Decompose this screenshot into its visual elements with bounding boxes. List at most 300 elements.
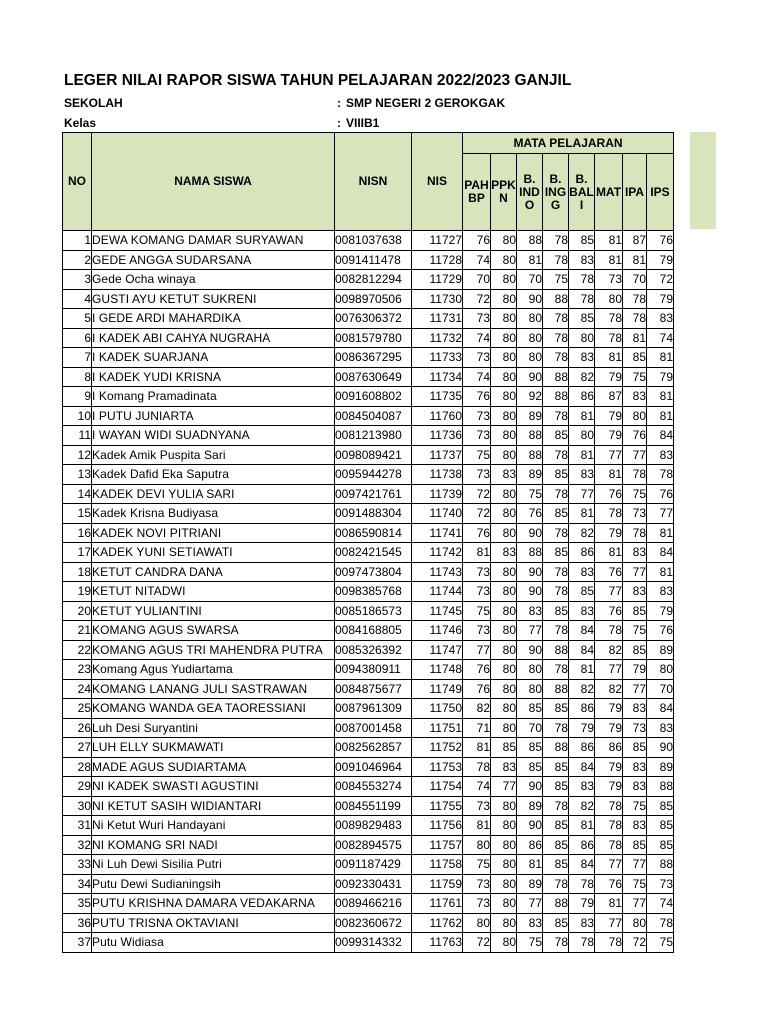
- col-header-mat: [595, 154, 623, 231]
- cell-score-ips: 85: [647, 796, 674, 816]
- cell-score-b-bali: 82: [569, 523, 595, 543]
- cell-score-b-indo: 89: [517, 406, 543, 426]
- cell-score-b-indo: 92: [517, 387, 543, 407]
- cell-score-b-ingg: 85: [543, 699, 569, 719]
- cell-score-b-indo: 90: [517, 816, 543, 836]
- cell-score-ppkn: 80: [491, 289, 517, 309]
- cell-score-b-indo: 90: [517, 562, 543, 582]
- cell-score-b-ingg: 85: [543, 465, 569, 485]
- cell-score-b-ingg: 78: [543, 309, 569, 329]
- cell-score-ipa: 75: [623, 621, 647, 641]
- cell-score-b-ingg: 75: [543, 270, 569, 290]
- cell-no: 3: [63, 270, 92, 290]
- cell-score-b-bali: 81: [569, 660, 595, 680]
- cell-score-b-indo: 70: [517, 270, 543, 290]
- cell-score-mat: 81: [595, 348, 623, 368]
- cell-nis: 11741: [412, 523, 463, 543]
- header-row-top: [63, 133, 674, 154]
- cell-score-ppkn: 83: [491, 757, 517, 777]
- cell-nisn: 0089829483: [335, 816, 412, 836]
- table-row: [63, 738, 674, 758]
- cell-score-ips: 85: [647, 816, 674, 836]
- cell-nama: I KADEK ABI CAHYA NUGRAHA: [92, 328, 335, 348]
- cell-nama: PUTU KRISHNA DAMARA VEDAKARNA: [92, 894, 335, 914]
- cell-score-ipa: 77: [623, 679, 647, 699]
- cell-score-ppkn: 80: [491, 679, 517, 699]
- subject-header-line: ING: [544, 184, 567, 199]
- cell-score-ppkn: 80: [491, 484, 517, 504]
- cell-no: 24: [63, 679, 92, 699]
- cell-nisn: 0081213980: [335, 426, 412, 446]
- school-separator: :: [337, 96, 341, 110]
- cell-score-ppkn: 80: [491, 426, 517, 446]
- cell-nis: 11750: [412, 699, 463, 719]
- cell-score-b-bali: 84: [569, 757, 595, 777]
- cell-nama: Gede Ocha winaya: [92, 270, 335, 290]
- cell-score-ipa: 77: [623, 894, 647, 914]
- cell-score-b-bali: 83: [569, 250, 595, 270]
- cell-score-b-indo: 75: [517, 484, 543, 504]
- cell-no: 15: [63, 504, 92, 524]
- table-row: [63, 816, 674, 836]
- cell-score-b-ingg: 88: [543, 679, 569, 699]
- cell-score-ipa: 78: [623, 309, 647, 329]
- cell-score-b-indo: 77: [517, 894, 543, 914]
- cell-score-b-ingg: 85: [543, 816, 569, 836]
- cell-nisn: 0091608802: [335, 387, 412, 407]
- cell-score-ppkn: 80: [491, 816, 517, 836]
- cell-score-ips: 81: [647, 387, 674, 407]
- cell-score-mat: 87: [595, 387, 623, 407]
- table-row: [63, 640, 674, 660]
- cell-no: 25: [63, 699, 92, 719]
- cell-nisn: 0082562857: [335, 738, 412, 758]
- cell-score-b-ingg: 78: [543, 660, 569, 680]
- cell-score-mat: 76: [595, 484, 623, 504]
- cell-nisn: 0091411478: [335, 250, 412, 270]
- cell-score-b-ingg: 88: [543, 289, 569, 309]
- cell-no: 33: [63, 855, 92, 875]
- cell-score-pah-bp: 81: [463, 738, 491, 758]
- grades-body: [63, 231, 674, 953]
- cell-score-ppkn: 80: [491, 913, 517, 933]
- cell-score-b-bali: 80: [569, 426, 595, 446]
- cell-score-ips: 89: [647, 757, 674, 777]
- cell-score-ppkn: 80: [491, 387, 517, 407]
- cell-score-ipa: 85: [623, 601, 647, 621]
- subject-header-line: BP: [468, 191, 485, 205]
- cell-score-ipa: 73: [623, 504, 647, 524]
- cell-nisn: 0097421761: [335, 484, 412, 504]
- cell-score-mat: 86: [595, 738, 623, 758]
- cell-nisn: 0082360672: [335, 913, 412, 933]
- cell-score-mat: 78: [595, 309, 623, 329]
- cell-nis: 11738: [412, 465, 463, 485]
- cell-score-ipa: 70: [623, 270, 647, 290]
- cell-score-b-bali: 86: [569, 543, 595, 563]
- cell-nis: 11742: [412, 543, 463, 563]
- col-header-nis: NIS: [412, 133, 463, 231]
- cell-score-ipa: 83: [623, 777, 647, 797]
- cell-no: 8: [63, 367, 92, 387]
- cell-score-b-indo: 88: [517, 543, 543, 563]
- cell-score-b-ingg: 88: [543, 387, 569, 407]
- cell-no: 26: [63, 718, 92, 738]
- col-header-ipa: [623, 154, 647, 231]
- cell-score-mat: 79: [595, 406, 623, 426]
- cell-nisn: 0085186573: [335, 601, 412, 621]
- cell-nama: NI KETUT SASIH WIDIANTARI: [92, 796, 335, 816]
- school-value: SMP NEGERI 2 GEROKGAK: [346, 96, 506, 110]
- cell-score-b-indo: 70: [517, 718, 543, 738]
- cell-score-mat: 82: [595, 679, 623, 699]
- cell-score-b-indo: 76: [517, 504, 543, 524]
- cell-score-ips: 89: [647, 640, 674, 660]
- cell-score-mat: 77: [595, 445, 623, 465]
- cell-nama: Kadek Dafid Eka Saputra: [92, 465, 335, 485]
- table-row: [63, 484, 674, 504]
- cell-nisn: 0087001458: [335, 718, 412, 738]
- cell-score-ips: 74: [647, 894, 674, 914]
- cell-score-b-bali: 77: [569, 484, 595, 504]
- cell-score-ipa: 83: [623, 387, 647, 407]
- table-row: [63, 757, 674, 777]
- cell-score-ppkn: 80: [491, 582, 517, 602]
- cell-score-b-ingg: 78: [543, 484, 569, 504]
- cell-score-pah-bp: 73: [463, 465, 491, 485]
- cell-score-ips: 79: [647, 250, 674, 270]
- table-row: [63, 250, 674, 270]
- cell-score-pah-bp: 80: [463, 913, 491, 933]
- cell-score-b-ingg: 85: [543, 504, 569, 524]
- table-row: [63, 328, 674, 348]
- cell-nisn: 0094380911: [335, 660, 412, 680]
- cell-score-b-bali: 85: [569, 582, 595, 602]
- col-header-nisn: NISN: [335, 133, 412, 231]
- cell-nis: 11729: [412, 270, 463, 290]
- cell-score-pah-bp: 72: [463, 484, 491, 504]
- table-row: [63, 835, 674, 855]
- cell-nis: 11737: [412, 445, 463, 465]
- cell-score-b-indo: 90: [517, 640, 543, 660]
- cell-score-b-ingg: 85: [543, 777, 569, 797]
- cell-nisn: 0091187429: [335, 855, 412, 875]
- cell-nama: DEWA KOMANG DAMAR SURYAWAN: [92, 231, 335, 251]
- cell-score-pah-bp: 73: [463, 621, 491, 641]
- cell-score-ipa: 75: [623, 796, 647, 816]
- table-row: [63, 777, 674, 797]
- cell-score-b-indo: 90: [517, 523, 543, 543]
- cell-score-b-indo: 85: [517, 738, 543, 758]
- table-row: [63, 367, 674, 387]
- cell-score-ipa: 75: [623, 484, 647, 504]
- cell-nisn: 0098970506: [335, 289, 412, 309]
- cell-score-b-bali: 85: [569, 231, 595, 251]
- cell-no: 4: [63, 289, 92, 309]
- table-row: [63, 679, 674, 699]
- document-title: LEGER NILAI RAPOR SISWA TAHUN PELAJARAN 2022/2023 GANJIL: [64, 72, 572, 89]
- col-header-b-bali: [569, 154, 595, 231]
- cell-score-ipa: 83: [623, 816, 647, 836]
- cell-nis: 11728: [412, 250, 463, 270]
- table-row: [63, 465, 674, 485]
- cell-score-ppkn: 80: [491, 894, 517, 914]
- table-row: [63, 387, 674, 407]
- cell-score-ppkn: 80: [491, 523, 517, 543]
- cell-no: 35: [63, 894, 92, 914]
- cell-score-b-ingg: 78: [543, 796, 569, 816]
- cell-score-b-indo: 75: [517, 933, 543, 953]
- cell-score-pah-bp: 74: [463, 777, 491, 797]
- cell-nis: 11757: [412, 835, 463, 855]
- cell-score-b-bali: 83: [569, 562, 595, 582]
- cell-score-mat: 81: [595, 543, 623, 563]
- col-header-b-ingg: [543, 154, 569, 231]
- cell-nis: 11746: [412, 621, 463, 641]
- cell-score-pah-bp: 73: [463, 562, 491, 582]
- cell-score-ppkn: 80: [491, 699, 517, 719]
- cell-score-b-indo: 86: [517, 835, 543, 855]
- cell-score-b-indo: 88: [517, 445, 543, 465]
- cell-score-b-ingg: 85: [543, 835, 569, 855]
- cell-nisn: 0084875677: [335, 679, 412, 699]
- cell-score-pah-bp: 73: [463, 426, 491, 446]
- cell-nis: 11755: [412, 796, 463, 816]
- cell-score-ips: 76: [647, 621, 674, 641]
- cell-score-ips: 81: [647, 523, 674, 543]
- cell-score-ipa: 85: [623, 348, 647, 368]
- cell-score-b-bali: 79: [569, 718, 595, 738]
- cell-score-ppkn: 80: [491, 562, 517, 582]
- cell-score-b-ingg: 78: [543, 348, 569, 368]
- cell-score-ppkn: 80: [491, 367, 517, 387]
- cell-nisn: 0099314332: [335, 933, 412, 953]
- cell-score-b-bali: 81: [569, 816, 595, 836]
- cell-nis: 11751: [412, 718, 463, 738]
- cell-nis: 11733: [412, 348, 463, 368]
- cell-nama: I Komang Pramadinata: [92, 387, 335, 407]
- cell-score-ips: 85: [647, 835, 674, 855]
- cell-no: 31: [63, 816, 92, 836]
- cell-score-b-bali: 79: [569, 894, 595, 914]
- cell-nisn: 0095944278: [335, 465, 412, 485]
- cell-score-ppkn: 80: [491, 406, 517, 426]
- cell-score-ppkn: 80: [491, 621, 517, 641]
- cell-no: 21: [63, 621, 92, 641]
- cell-score-mat: 78: [595, 796, 623, 816]
- cell-score-ppkn: 80: [491, 796, 517, 816]
- cell-nisn: 0084553274: [335, 777, 412, 797]
- table-row: [63, 913, 674, 933]
- cell-no: 34: [63, 874, 92, 894]
- col-header-nama: NAMA SISWA: [92, 133, 335, 231]
- cell-nisn: 0084168805: [335, 621, 412, 641]
- cell-score-ips: 81: [647, 406, 674, 426]
- cell-score-b-bali: 82: [569, 796, 595, 816]
- cell-nama: Kadek Krisna Budiyasa: [92, 504, 335, 524]
- cell-score-ips: 79: [647, 289, 674, 309]
- cell-score-ips: 84: [647, 543, 674, 563]
- cell-score-b-ingg: 78: [543, 328, 569, 348]
- cell-score-ips: 90: [647, 738, 674, 758]
- cell-score-pah-bp: 75: [463, 445, 491, 465]
- cell-score-ipa: 76: [623, 426, 647, 446]
- cell-score-b-bali: 83: [569, 348, 595, 368]
- cell-score-b-ingg: 78: [543, 231, 569, 251]
- table-row: [63, 231, 674, 251]
- cell-nama: KOMANG AGUS TRI MAHENDRA PUTRA: [92, 640, 335, 660]
- cell-score-ips: 83: [647, 445, 674, 465]
- cell-nis: 11736: [412, 426, 463, 446]
- cell-score-ppkn: 85: [491, 738, 517, 758]
- cell-score-mat: 79: [595, 757, 623, 777]
- cell-nama: KADEK YUNI SETIAWATI: [92, 543, 335, 563]
- class-separator: :: [337, 116, 341, 130]
- cell-nisn: 0081579780: [335, 328, 412, 348]
- cell-score-ipa: 81: [623, 328, 647, 348]
- cell-score-mat: 79: [595, 367, 623, 387]
- cell-nis: 11734: [412, 367, 463, 387]
- table-row: [63, 348, 674, 368]
- cell-nis: 11752: [412, 738, 463, 758]
- cell-nama: PUTU TRISNA OKTAVIANI: [92, 913, 335, 933]
- table-row: [63, 523, 674, 543]
- cell-score-b-indo: 80: [517, 660, 543, 680]
- cell-score-b-bali: 78: [569, 289, 595, 309]
- cell-score-ppkn: 80: [491, 504, 517, 524]
- cell-score-b-bali: 78: [569, 874, 595, 894]
- cell-score-b-bali: 81: [569, 504, 595, 524]
- cell-no: 9: [63, 387, 92, 407]
- cell-score-b-indo: 90: [517, 367, 543, 387]
- cell-score-ppkn: 80: [491, 328, 517, 348]
- cell-score-ppkn: 80: [491, 309, 517, 329]
- cell-score-ips: 75: [647, 933, 674, 953]
- cell-score-pah-bp: 73: [463, 796, 491, 816]
- cell-score-pah-bp: 81: [463, 816, 491, 836]
- table-row: [63, 855, 674, 875]
- cell-score-ips: 84: [647, 699, 674, 719]
- subject-header-line: BAL: [569, 184, 594, 199]
- cell-nis: 11758: [412, 855, 463, 875]
- cell-score-b-bali: 83: [569, 465, 595, 485]
- cell-score-ipa: 83: [623, 699, 647, 719]
- cell-nis: 11739: [412, 484, 463, 504]
- cell-score-b-ingg: 85: [543, 757, 569, 777]
- cell-nisn: 0091046964: [335, 757, 412, 777]
- cell-score-ppkn: 83: [491, 465, 517, 485]
- cell-score-mat: 79: [595, 718, 623, 738]
- header-fill-extension: [690, 132, 716, 229]
- cell-no: 2: [63, 250, 92, 270]
- cell-nama: KETUT CANDRA DANA: [92, 562, 335, 582]
- cell-score-b-bali: 85: [569, 309, 595, 329]
- table-row: [63, 289, 674, 309]
- cell-nama: Komang Agus Yudiartama: [92, 660, 335, 680]
- cell-nisn: 0086367295: [335, 348, 412, 368]
- cell-score-pah-bp: 72: [463, 504, 491, 524]
- table-row: [63, 796, 674, 816]
- cell-score-ips: 78: [647, 465, 674, 485]
- cell-score-mat: 77: [595, 913, 623, 933]
- grades-table: [62, 132, 674, 953]
- cell-score-mat: 81: [595, 250, 623, 270]
- cell-nisn: 0076306372: [335, 309, 412, 329]
- cell-score-mat: 79: [595, 523, 623, 543]
- cell-nis: 11760: [412, 406, 463, 426]
- cell-score-ipa: 80: [623, 406, 647, 426]
- cell-no: 11: [63, 426, 92, 446]
- cell-nama: I WAYAN WIDI SUADNYANA: [92, 426, 335, 446]
- cell-score-b-bali: 80: [569, 328, 595, 348]
- cell-score-b-bali: 82: [569, 679, 595, 699]
- cell-score-pah-bp: 73: [463, 406, 491, 426]
- cell-score-b-bali: 83: [569, 913, 595, 933]
- cell-nama: KADEK NOVI PITRIANI: [92, 523, 335, 543]
- cell-nisn: 0098385768: [335, 582, 412, 602]
- cell-score-ips: 88: [647, 855, 674, 875]
- cell-score-b-ingg: 78: [543, 250, 569, 270]
- cell-nisn: 0084504087: [335, 406, 412, 426]
- cell-nama: I PUTU JUNIARTA: [92, 406, 335, 426]
- cell-score-mat: 79: [595, 777, 623, 797]
- table-row: [63, 309, 674, 329]
- cell-score-ipa: 72: [623, 933, 647, 953]
- cell-score-ips: 88: [647, 777, 674, 797]
- cell-score-b-ingg: 78: [543, 406, 569, 426]
- cell-no: 28: [63, 757, 92, 777]
- cell-no: 16: [63, 523, 92, 543]
- cell-nama: KOMANG WANDA GEA TAORESSIANI: [92, 699, 335, 719]
- cell-score-b-bali: 84: [569, 640, 595, 660]
- cell-score-ips: 74: [647, 328, 674, 348]
- cell-nama: GEDE ANGGA SUDARSANA: [92, 250, 335, 270]
- cell-score-mat: 76: [595, 874, 623, 894]
- cell-nama: LUH ELLY SUKMAWATI: [92, 738, 335, 758]
- col-header-mata-pelajaran: MATA PELAJARAN: [463, 133, 674, 154]
- cell-score-b-ingg: 78: [543, 562, 569, 582]
- cell-score-ipa: 73: [623, 718, 647, 738]
- cell-score-ipa: 85: [623, 835, 647, 855]
- table-row: [63, 718, 674, 738]
- cell-score-ipa: 78: [623, 289, 647, 309]
- cell-score-b-indo: 90: [517, 289, 543, 309]
- cell-nisn: 0082812294: [335, 270, 412, 290]
- table-row: [63, 874, 674, 894]
- cell-score-ipa: 79: [623, 660, 647, 680]
- cell-score-mat: 73: [595, 270, 623, 290]
- cell-score-ips: 76: [647, 231, 674, 251]
- cell-score-b-indo: 88: [517, 231, 543, 251]
- cell-score-ipa: 75: [623, 367, 647, 387]
- cell-score-b-ingg: 85: [543, 543, 569, 563]
- cell-nisn: 0098089421: [335, 445, 412, 465]
- cell-score-mat: 79: [595, 426, 623, 446]
- cell-score-b-indo: 77: [517, 621, 543, 641]
- cell-score-pah-bp: 77: [463, 640, 491, 660]
- cell-score-b-bali: 81: [569, 406, 595, 426]
- cell-score-mat: 82: [595, 640, 623, 660]
- cell-score-mat: 80: [595, 289, 623, 309]
- table-row: [63, 445, 674, 465]
- cell-nis: 11747: [412, 640, 463, 660]
- cell-score-ips: 84: [647, 426, 674, 446]
- cell-score-b-ingg: 78: [543, 523, 569, 543]
- cell-nis: 11763: [412, 933, 463, 953]
- table-row: [63, 699, 674, 719]
- cell-score-pah-bp: 76: [463, 660, 491, 680]
- cell-score-pah-bp: 72: [463, 289, 491, 309]
